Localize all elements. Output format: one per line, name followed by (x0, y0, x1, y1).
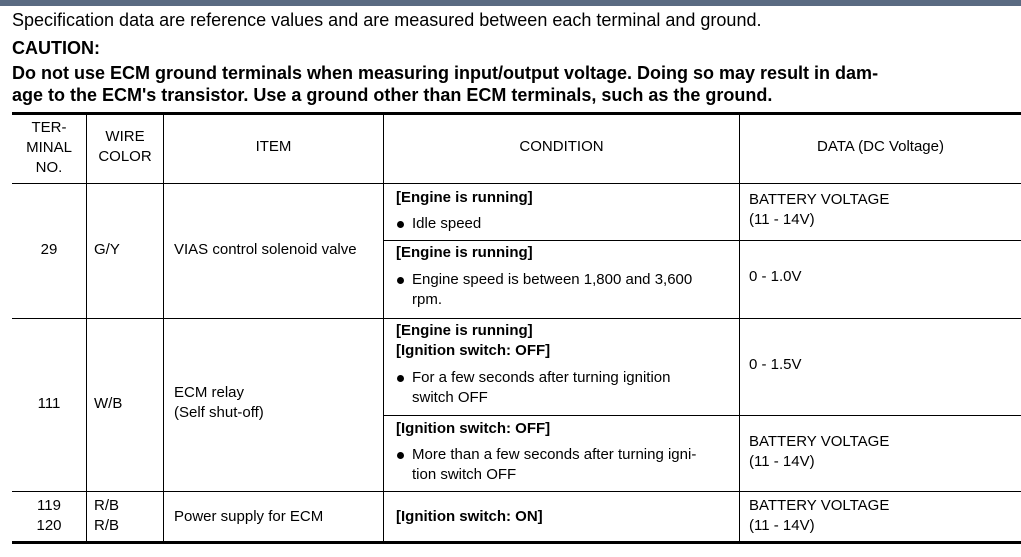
condition-heading-line-1: [Engine is running] (396, 322, 533, 339)
condition-heading: [Ignition switch: ON] (396, 508, 543, 525)
column-divider (739, 114, 740, 542)
condition-bullet (412, 270, 692, 310)
data-value-line-2: (11 - 14V) (749, 211, 815, 228)
condition-heading: [Engine is running] (396, 189, 533, 206)
data-value-line-1: BATTERY VOLTAGE (749, 497, 890, 514)
column-divider (86, 114, 87, 542)
wire-color (94, 496, 119, 536)
condition-bullet (412, 368, 670, 408)
condition-bullet (412, 445, 696, 485)
header-terminal-no (12, 118, 86, 178)
data-value-line-1: BATTERY VOLTAGE (749, 191, 890, 208)
item-name (174, 383, 264, 423)
wire-color: W/B (94, 395, 123, 412)
header-terminal-line-1: TER- (31, 119, 67, 136)
condition-bullet-line-2: switch OFF (412, 389, 488, 406)
condition-bullet-line-2: rpm. (412, 291, 442, 308)
data-value (749, 432, 889, 472)
condition-heading: [Ignition switch: OFF] (396, 420, 551, 437)
item-name-line-1: ECM relay (174, 384, 245, 401)
condition-heading-line-2: [Ignition switch: OFF] (396, 342, 551, 359)
item-name: VIAS control solenoid valve (174, 241, 357, 258)
row-divider (383, 415, 1021, 416)
data-value (749, 190, 889, 230)
data-value: 0 - 1.5V (749, 356, 802, 373)
row-divider (383, 240, 1021, 241)
condition-bullet-line-1: For a few seconds after turning ignition (412, 369, 671, 386)
terminal-number: 111 (37, 395, 61, 412)
wire-color-line-2: R/B (94, 517, 120, 534)
item-name: Power supply for ECM (174, 508, 324, 525)
data-value: 0 - 1.0V (749, 268, 802, 285)
caution-line-2: age to the ECM's transistor. Use a ground other than ECM terminals, such as the ground. (12, 85, 773, 105)
header-condition: CONDITION (519, 138, 604, 155)
intro-text: Specification data are reference values and are measured between each terminal and ground. (12, 10, 762, 30)
header-wire-line-2: COLOR (98, 148, 152, 165)
header-item: ITEM (255, 138, 292, 155)
condition-heading: [Engine is running] (396, 244, 533, 261)
terminal-number (12, 496, 86, 536)
header-terminal-line-2: MINAL (26, 139, 72, 156)
condition-bullet-line-1: Engine speed is between 1,800 and 3,600 (412, 271, 693, 288)
condition-bullet-line-1: More than a few seconds after turning igni- (412, 446, 697, 463)
data-value-line-1: BATTERY VOLTAGE (749, 433, 890, 450)
wire-color-line-1: R/B (94, 497, 120, 514)
header-data: DATA (DC Voltage) (817, 138, 944, 155)
column-divider (163, 114, 164, 542)
caution-title: CAUTION: (12, 38, 100, 58)
condition-bullet-line-2: tion switch OFF (412, 466, 517, 483)
terminal-number-line-1: 119 (37, 497, 61, 514)
header-wire-line-1: WIRE (105, 128, 145, 145)
data-value-line-2: (11 - 14V) (749, 453, 815, 470)
terminal-number-line-2: 120 (36, 517, 62, 534)
terminal-number: 29 (40, 241, 58, 258)
column-divider (383, 114, 384, 542)
data-value-line-2: (11 - 14V) (749, 517, 815, 534)
header-wire-color (87, 127, 163, 167)
wire-color: G/Y (94, 241, 120, 258)
caution-line-1: Do not use ECM ground terminals when measuring input/output voltage. Doing so may result in dam- (12, 63, 879, 83)
condition-heading (396, 321, 550, 361)
header-terminal-line-3: NO. (35, 159, 63, 176)
condition-bullet: Idle speed (412, 215, 482, 232)
item-name-line-2: (Self shut-off) (174, 404, 264, 421)
data-value (749, 496, 889, 536)
